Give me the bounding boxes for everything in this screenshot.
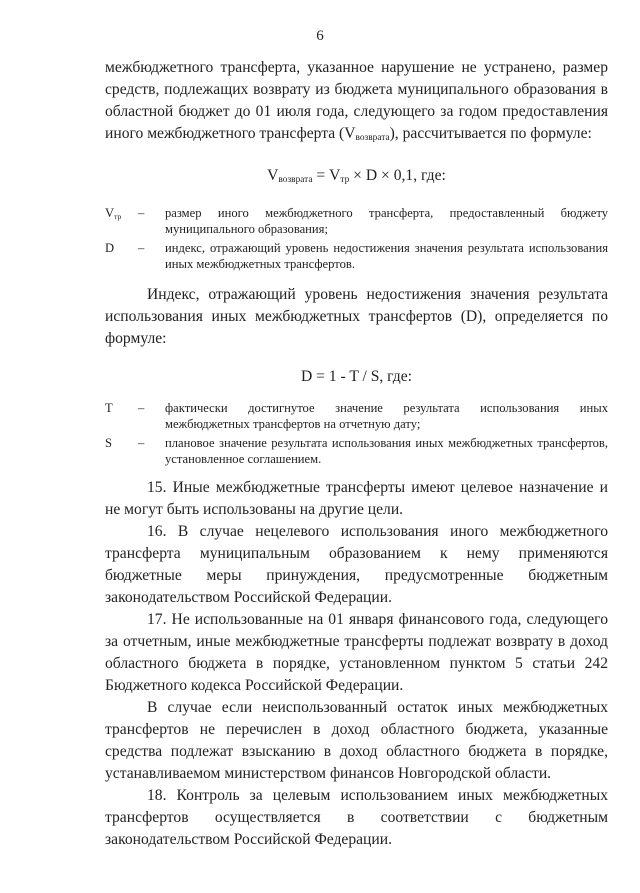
definition-symbol: $V_{тр}$: [105, 206, 122, 221]
formula-index: D = 1 - T / S, где:: [300, 368, 412, 385]
definition-text: индекс, отражающий уровень недостижения значения результата использования иных межбюджетных трансфертов.: [165, 241, 608, 271]
paragraph-18: 18. Контроль за целевым использованием иных межбюджетных трансфертов осуществляется в соответствии с бюджетным законодательством Российской Федерации.: [105, 787, 608, 848]
definition-symbol: S: [105, 436, 113, 450]
paragraph-17-continued: В случае если неиспользованный остаток иных межбюджетных трансфертов не перечислен в доход областного бюджета, указанные средства подлежат взысканию в доход областного бюджета в порядке, устанавливаемом министерством финансов Новгородской области.: [105, 699, 608, 782]
definition-item: D – индекс, отражающий уровень недостижения значения результата использования иных межбюджетных трансфертов.: [105, 241, 608, 271]
definition-item: $V_{тр}$ – размер иного межбюджетного трансферта, предоставленный бюджету муниципального образования;: [105, 206, 608, 236]
paragraph-16: 16. В случае нецелевого использования иного межбюджетного трансферта муниципальным образованием к нему применяются бюджетные меры принуждения, предусмотренные бюджетным законодательством Российской Федерации.: [105, 523, 608, 606]
paragraph-17: 17. Не использованные на 01 января финансового года, следующего за отчетным, иные межбюджетные трансферты подлежат возврату в доход областного бюджета в порядке, установленном пунктом 5 статьи 242 Бюджетного кодекса Российской Федерации.: [105, 611, 608, 694]
paragraph-15: 15. Иные межбюджетные трансферты имеют целевое назначение и не могут быть использованы на другие цели.: [105, 479, 608, 518]
definition-symbol: D: [105, 241, 115, 255]
page-number: 6: [316, 28, 324, 44]
paragraph-index: Индекс, отражающий уровень недостижения значения результата использования иных межбюджетных трансфертов (D), определяется по формуле:: [105, 286, 608, 347]
definition-text: размер иного межбюджетного трансферта, предоставленный бюджету муниципального образования;: [165, 206, 608, 236]
definition-text: фактически достигнутое значение результата использования иных межбюджетных трансфертов на отчетную дату;: [165, 401, 608, 431]
paragraph-continuation: межбюджетного трансферта, указанное нарушение не устранено, размер средств, подлежащих возврату из бюджета муниципального образования в областной бюджет до 01 июля года, следующего за годом предоставления иного межбюджетного трансферта $(V_{возврата})$, рассчитывается по формуле:: [105, 59, 608, 143]
definition-item: S – плановое значение результата использования иных межбюджетных трансфертов, установленное соглашением.: [105, 436, 608, 466]
definition-text: плановое значение результата использования иных межбюджетных трансфертов, установленное соглашением.: [165, 436, 608, 466]
definition-item: T – фактически достигнутое значение результата использования иных межбюджетных трансфертов на отчетную дату;: [105, 401, 608, 431]
page-content: [105, 57, 608, 851]
definitions-list-1: [105, 205, 608, 272]
definition-symbol: T: [105, 401, 113, 415]
definitions-list-2: [105, 400, 608, 467]
formula-return-amount: $V_{возврата} = V_{тр} \times D \times 0,1$, где:: [267, 167, 446, 185]
